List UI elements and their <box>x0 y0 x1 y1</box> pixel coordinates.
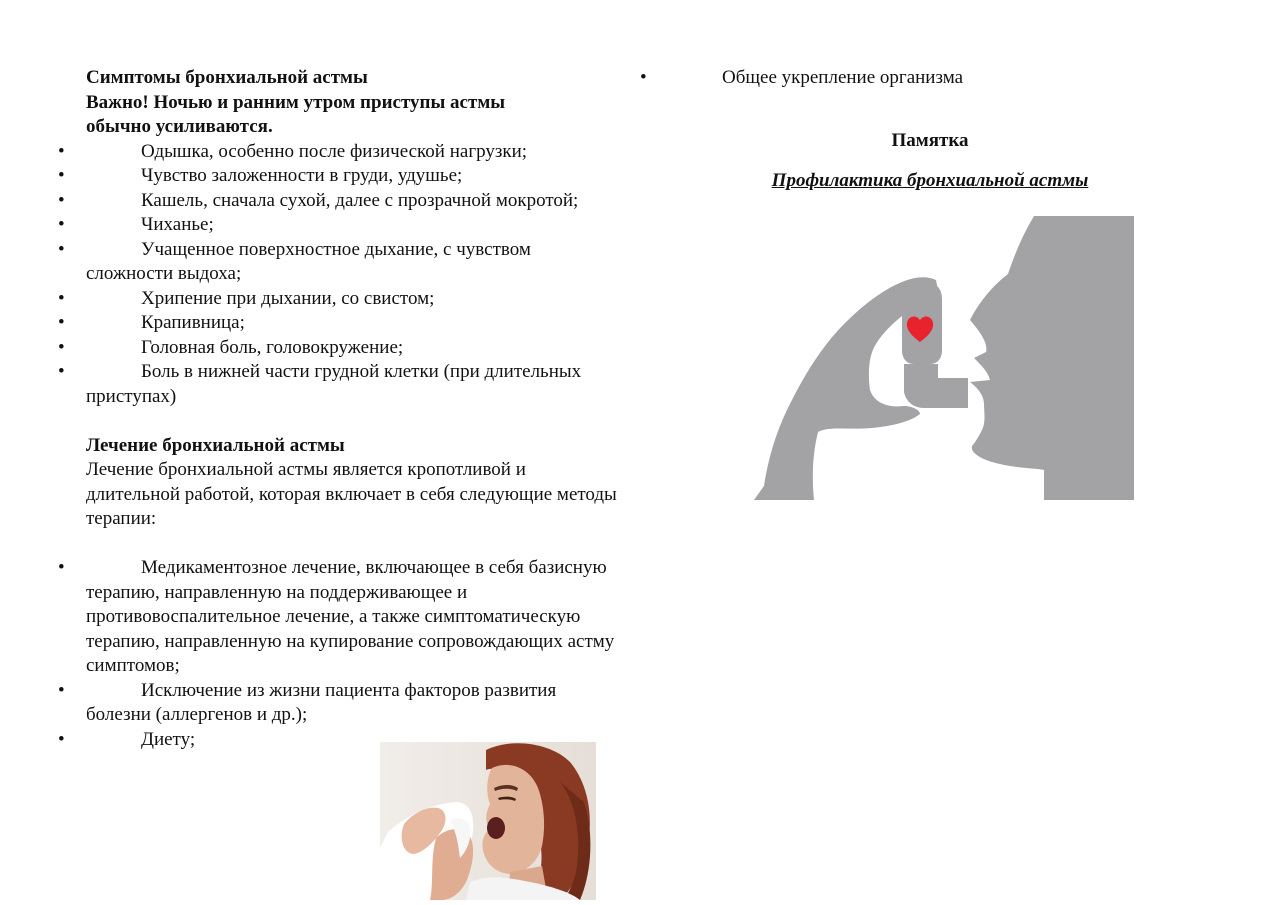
bullet-icon: • <box>58 361 65 382</box>
list-item: • Медикаментозное лечение, включающее в себя базисную терапию, направленную на поддерживающее и противовоспалительное лечение, а также симптоматическую терапию, направленную на купирование сопровождающих астму симптомов; <box>58 557 615 676</box>
treatment-heading: Лечение бронхиальной астмы <box>86 434 345 456</box>
bullet-icon: • <box>58 557 65 578</box>
list-item: • Чувство заложенности в груди, удушье; <box>86 164 622 189</box>
warning-line-2: обычно усиливаются. <box>86 116 273 137</box>
list-item: • Крапивница; <box>86 311 622 336</box>
left-column <box>58 66 622 752</box>
bullet-icon: • <box>58 165 65 186</box>
bullet-icon: • <box>58 728 65 750</box>
treatment-list <box>58 556 622 752</box>
bullet-icon: • <box>640 67 647 88</box>
strengthening-item: Общее укрепление организма <box>722 67 964 88</box>
list-item: • Боль в нижней части грудной клетки (при длительных приступах) <box>58 361 582 407</box>
bullet-icon: • <box>58 238 65 260</box>
bullet-icon: • <box>58 312 65 333</box>
bullet-icon: • <box>58 140 65 162</box>
treatment-intro: Лечение бронхиальной астмы является кропотливой и длительной работой, которая включает в себя следующие методы терапии: <box>86 459 617 529</box>
list-item: • Диету; <box>86 728 622 753</box>
list-item: • Кашель, сначала сухой, далее с прозрачной мокротой; <box>86 189 622 214</box>
list-item: • Хрипение при дыхании, со свистом; <box>86 287 622 312</box>
list-item: • Учащенное поверхностное дыхание, с чувством сложности выдоха; <box>58 238 531 284</box>
inhaler-illustration <box>752 216 1134 500</box>
symptoms-list <box>58 140 622 410</box>
warning-line-1: Важно! Ночью и ранним утром приступы астмы <box>86 91 506 113</box>
bullet-icon: • <box>58 214 65 235</box>
list-item: • Чиханье; <box>86 213 622 238</box>
face-silhouette <box>970 216 1134 500</box>
bullet-icon: • <box>58 679 65 701</box>
sneezing-woman-photo <box>380 742 596 900</box>
list-item: • Головная боль, головокружение; <box>86 336 622 361</box>
bullet-icon: • <box>58 336 65 358</box>
memo-subtitle: Профилактика бронхиальной астмы <box>771 170 1089 191</box>
list-item: • Одышка, особенно после физической нагрузки; <box>86 140 622 165</box>
inhaler-mouthpiece <box>904 364 968 408</box>
list-item <box>640 66 1220 91</box>
symptoms-heading: Симптомы бронхиальной астмы <box>86 67 368 88</box>
list-item: • Исключение из жизни пациента факторов развития болезни (аллергенов и др.); <box>58 679 557 725</box>
bullet-icon: • <box>58 287 65 309</box>
right-column <box>640 66 1220 91</box>
memo-title: Памятка <box>891 130 969 151</box>
bullet-icon: • <box>58 189 65 211</box>
